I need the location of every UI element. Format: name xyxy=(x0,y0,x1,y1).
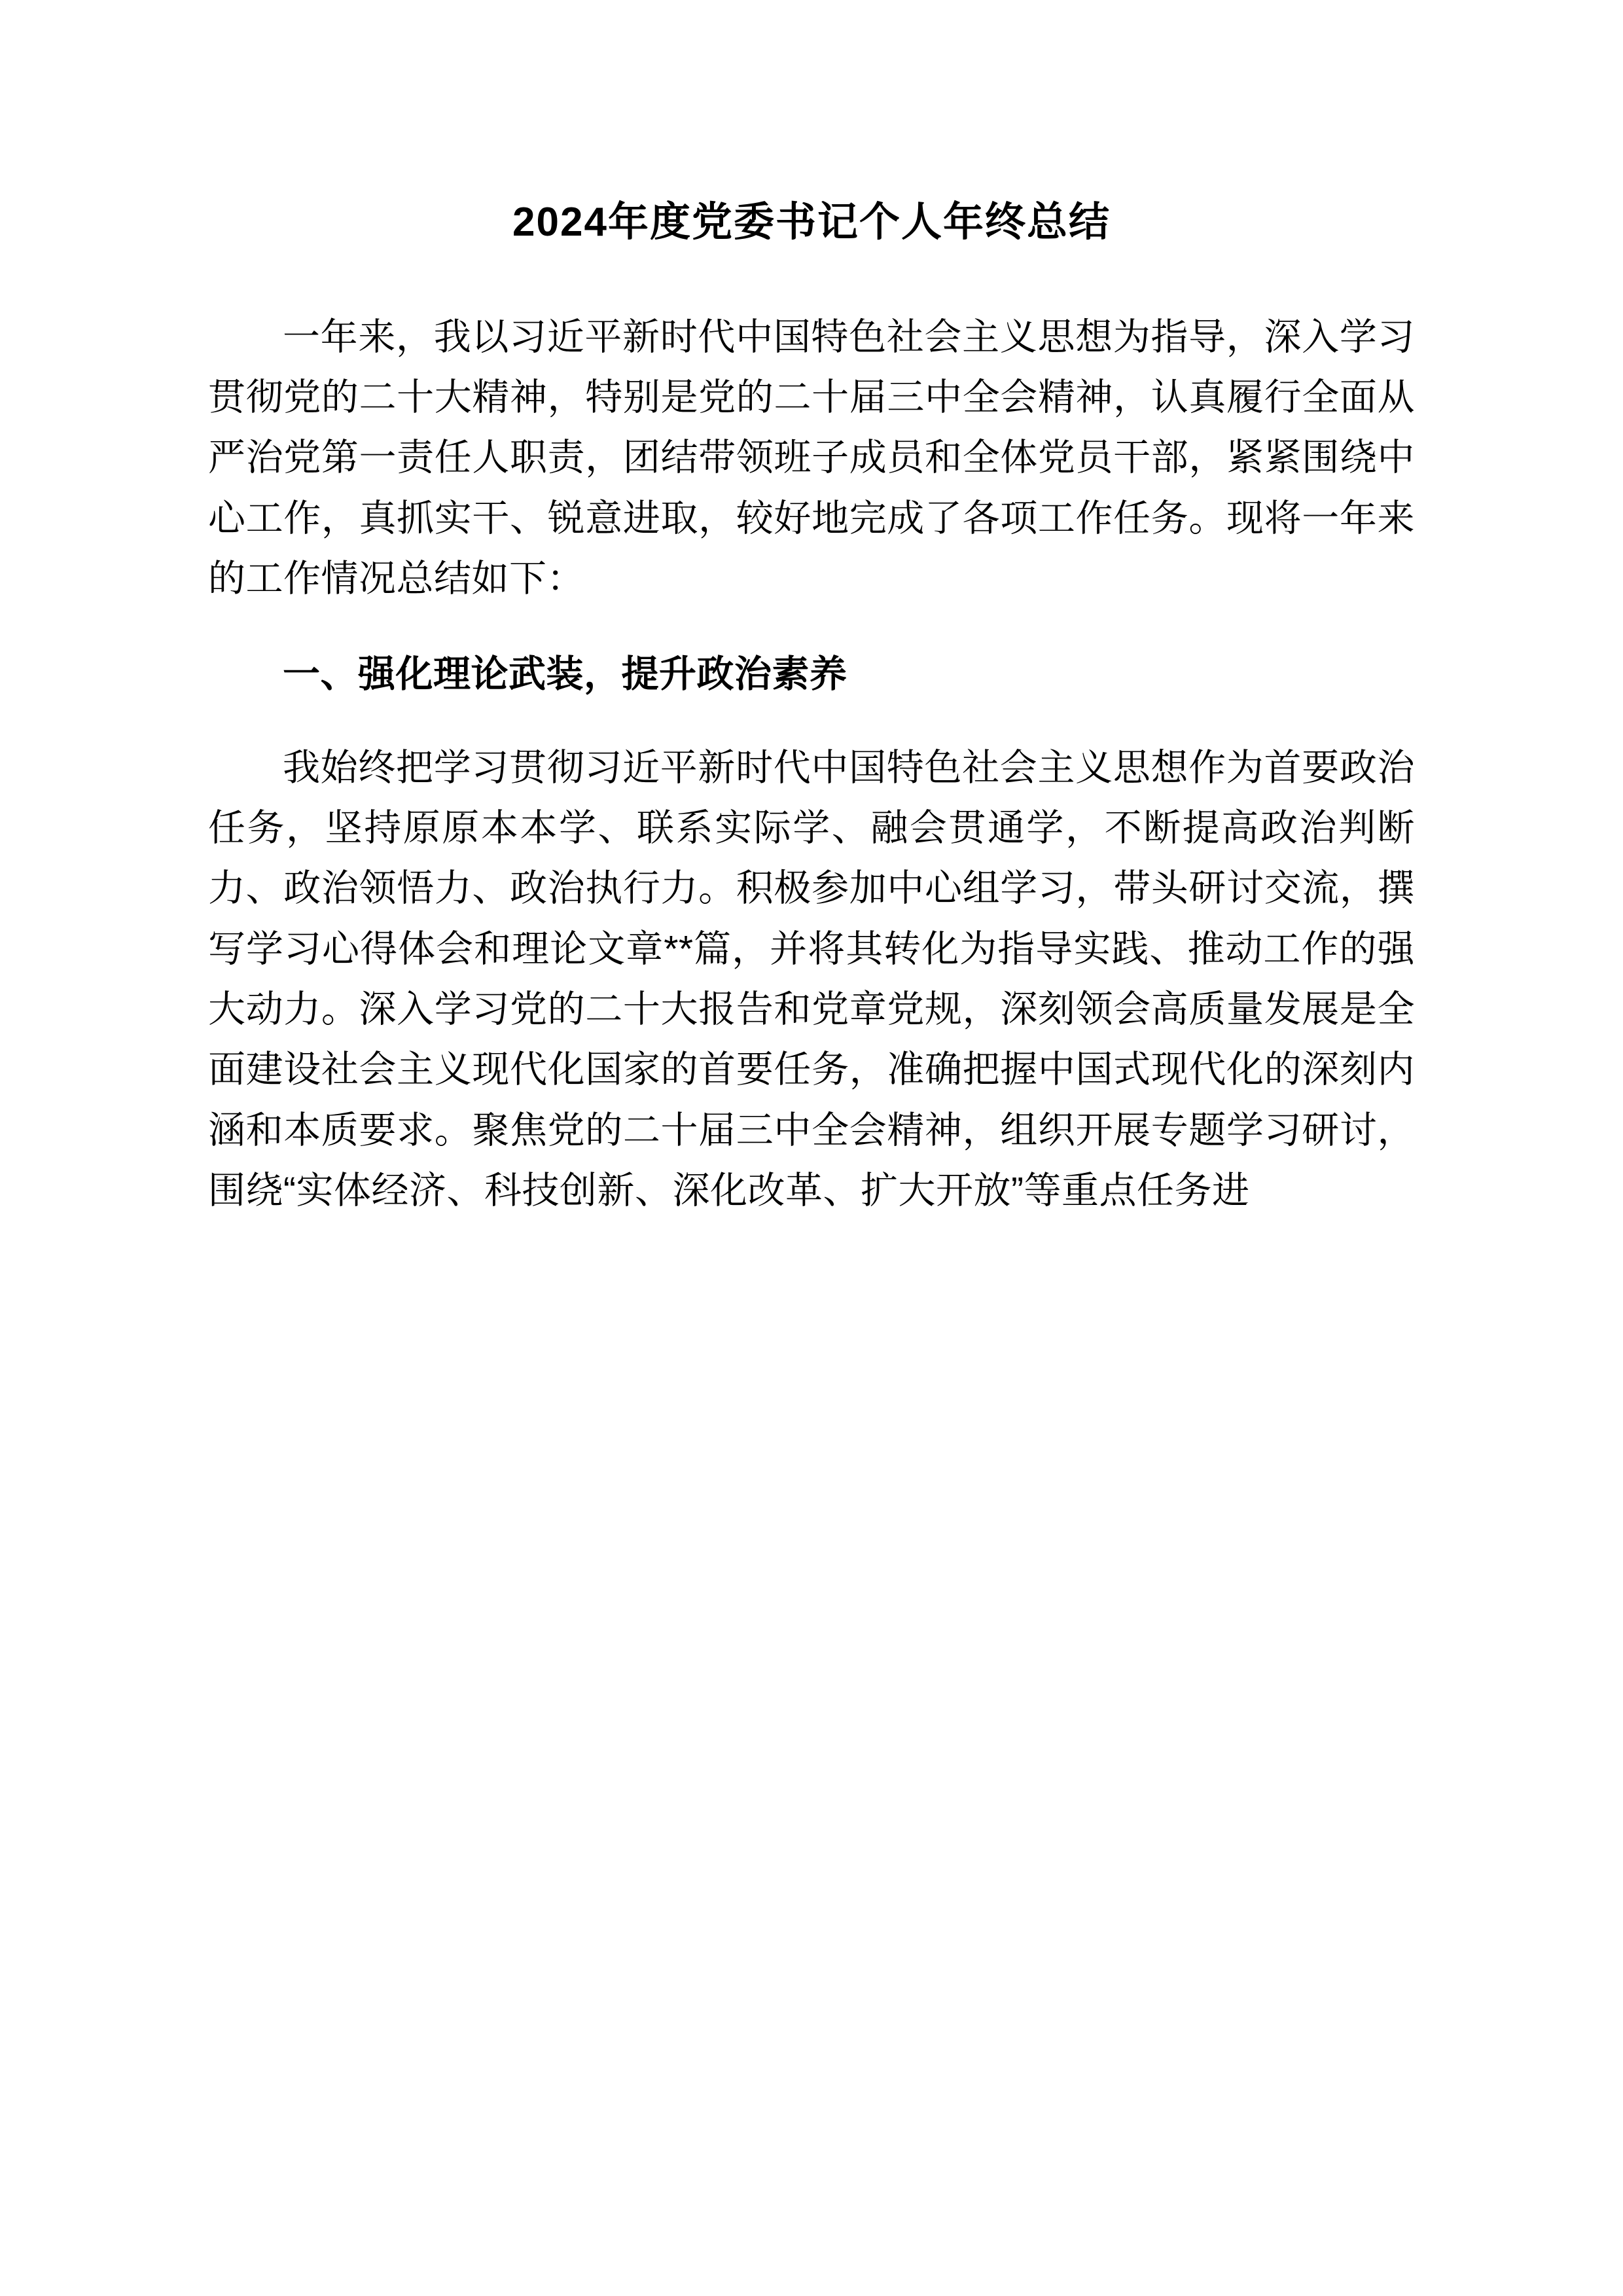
section-heading-1: 一、强化理论武装，提升政治素养 xyxy=(283,653,847,696)
page-title: 2024年度党委书记个人年终总结 xyxy=(512,200,1111,245)
paragraph-section-1-body: 我始终把学习贯彻习近平新时代中国特色社会主义思想作为首要政治任务，坚持原原本本学、联系实际学、融会贯通学，不断提高政治判断力、政治领悟力、政治执行力。积极参加中心组学习，带头研讨交流，撰写学习心得体会和理论文章**篇，并将其转化为指导实践、推动工作的强大动力。深入学习党的二十大报告和党章党规，深刻领会高质量发展是全面建设社会主义现代化国家的首要任务，准确把握中国式现代化的深刻内涵和本质要求。聚焦党的二十届三中全会精神，组织开展专题学习研讨，围绕“实体经济、科技创新、深化改革、扩大开放”等重点任务进 xyxy=(208,746,1415,1211)
paragraph-opening: 一年来，我以习近平新时代中国特色社会主义思想为指导，深入学习贯彻党的二十大精神，特别是党的二十届三中全会精神，认真履行全面从严治党第一责任人职责，团结带领班子成员和全体党员干部，紧紧围绕中心工作，真抓实干、锐意进取，较好地完成了各项工作任务。现将一年来的工作情况总结如下： xyxy=(208,315,1415,600)
